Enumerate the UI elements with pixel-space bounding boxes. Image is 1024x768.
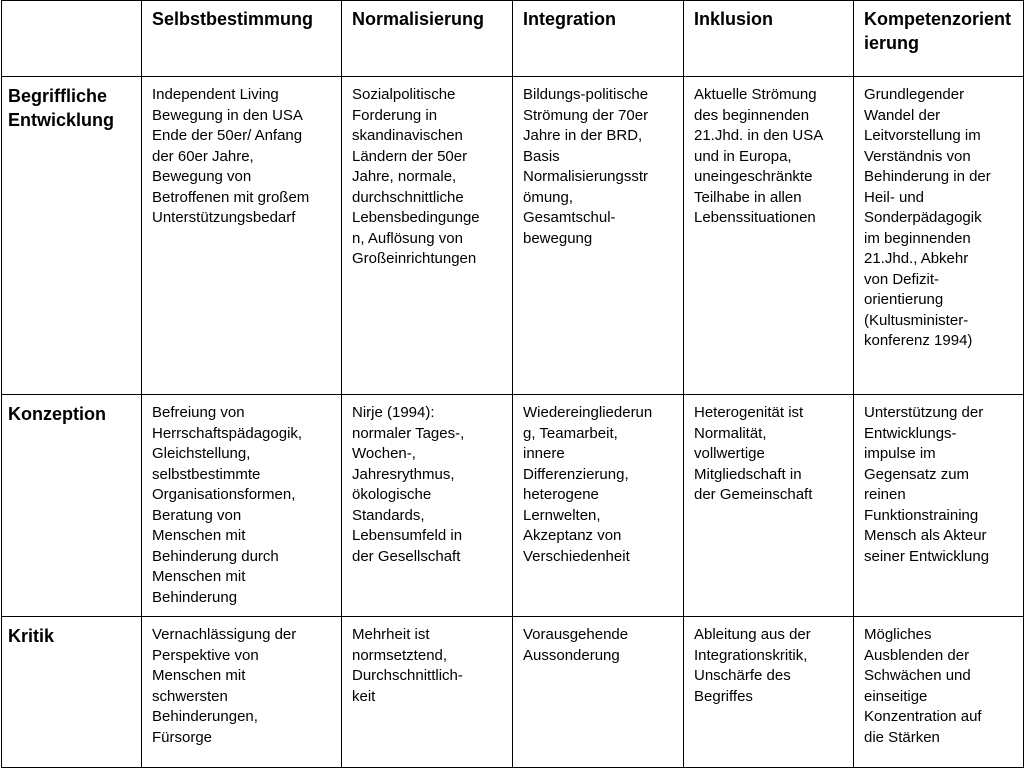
table-cell	[342, 395, 513, 617]
table-cell	[684, 77, 854, 395]
table-cell	[513, 617, 684, 768]
column-header-normalisierung	[342, 1, 513, 77]
cell-text: Vorausgehende Aussonderung	[523, 626, 629, 664]
cell-text: Ableitung aus der Integrationskritik, Unschärfe des Begriffes	[694, 626, 811, 705]
header-row	[2, 1, 1024, 77]
cell-text: Bildungs-politische Strömung der 70er Jahre in der BRD, Basis Normalisierungsstr ömung, Gesamtschul- bewegung	[523, 86, 649, 247]
column-header-label: Integration	[523, 9, 616, 29]
table-cell	[854, 395, 1024, 617]
cell-text: Mehrheit ist normsetztend, Durchschnittlich- keit	[352, 626, 463, 705]
table-cell	[684, 617, 854, 768]
cell-text: Sozialpolitische Forderung in skandinavischen Ländern der 50er Jahre, normale, durchschnittliche Lebensbedingunge n, Auflösung von Großeinrichtungen	[352, 86, 480, 267]
table-cell	[854, 617, 1024, 768]
cell-text: Mögliches Ausblenden der Schwächen und einseitige Konzentration auf die Stärken	[864, 626, 982, 746]
cell-text: Wiedereingliederun g, Teamarbeit, innere Differenzierung, heterogene Lernwelten, Akzeptanz von Verschiedenheit	[523, 404, 653, 565]
corner-cell	[2, 1, 142, 77]
column-header-label: Normalisierung	[352, 9, 485, 29]
table-cell	[513, 77, 684, 395]
cell-text: Vernachlässigung der Perspektive von Menschen mit schwersten Behinderungen, Fürsorge	[152, 626, 297, 746]
table-cell	[142, 395, 342, 617]
cell-text: Nirje (1994): normaler Tages-, Wochen-, Jahresrythmus, ökologische Standards, Lebensumfeld in der Gesellschaft	[352, 404, 465, 565]
row-header-cell	[2, 77, 142, 395]
table-cell	[513, 395, 684, 617]
table-cell	[854, 77, 1024, 395]
row-header-label: Konzeption	[8, 404, 106, 424]
column-header-label: Kompetenzorientierung	[864, 9, 1012, 53]
row-header-cell	[2, 395, 142, 617]
table-cell	[142, 617, 342, 768]
table-cell	[342, 617, 513, 768]
column-header-inklusion	[684, 1, 854, 77]
cell-text: Grundlegender Wandel der Leitvorstellung im Verständnis von Behinderung in der Heil- und Sonderpädagogik im beginnenden 21.Jhd., Abkehr von Defizit- orientierung (Kultusminister- konferenz 1994)	[864, 86, 991, 349]
cell-text: Heterogenität ist Normalität, vollwertige Mitgliedschaft in der Gemeinschaft	[694, 404, 813, 503]
column-header-label: Inklusion	[694, 9, 774, 29]
cell-text: Independent Living Bewegung in den USA Ende der 50er/ Anfang der 60er Jahre, Bewegung von Betroffenen mit großem Unterstützungsbedarf	[152, 86, 310, 226]
row-header-label: Begriffliche Entwicklung	[8, 86, 115, 130]
column-header-label: Selbstbestimmung	[152, 9, 314, 29]
row-header-label: Kritik	[8, 626, 55, 646]
column-header-kompetenzorientierung	[854, 1, 1024, 77]
comparison-table	[1, 0, 1024, 768]
cell-text: Unterstützung der Entwicklungs- impulse im Gegensatz zum reinen Funktionstraining Mensch als Akteur seiner Entwicklung	[864, 404, 990, 565]
table-cell	[684, 395, 854, 617]
table-cell	[142, 77, 342, 395]
table-row-kritik	[2, 617, 1024, 768]
cell-text: Befreiung von Herrschaftspädagogik, Gleichstellung, selbstbestimmte Organisationsformen, Beratung von Menschen mit Behinderung durch Menschen mit Behinderung	[152, 404, 303, 606]
table-row-konzeption	[2, 395, 1024, 617]
table-cell	[342, 77, 513, 395]
table-row-begriffliche-entwicklung	[2, 77, 1024, 395]
row-header-cell	[2, 617, 142, 768]
column-header-selbstbestimmung	[142, 1, 342, 77]
column-header-integration	[513, 1, 684, 77]
cell-text: Aktuelle Strömung des beginnenden 21.Jhd. in den USA und in Europa, uneingeschränkte Teilhabe in allen Lebenssituationen	[694, 86, 824, 226]
